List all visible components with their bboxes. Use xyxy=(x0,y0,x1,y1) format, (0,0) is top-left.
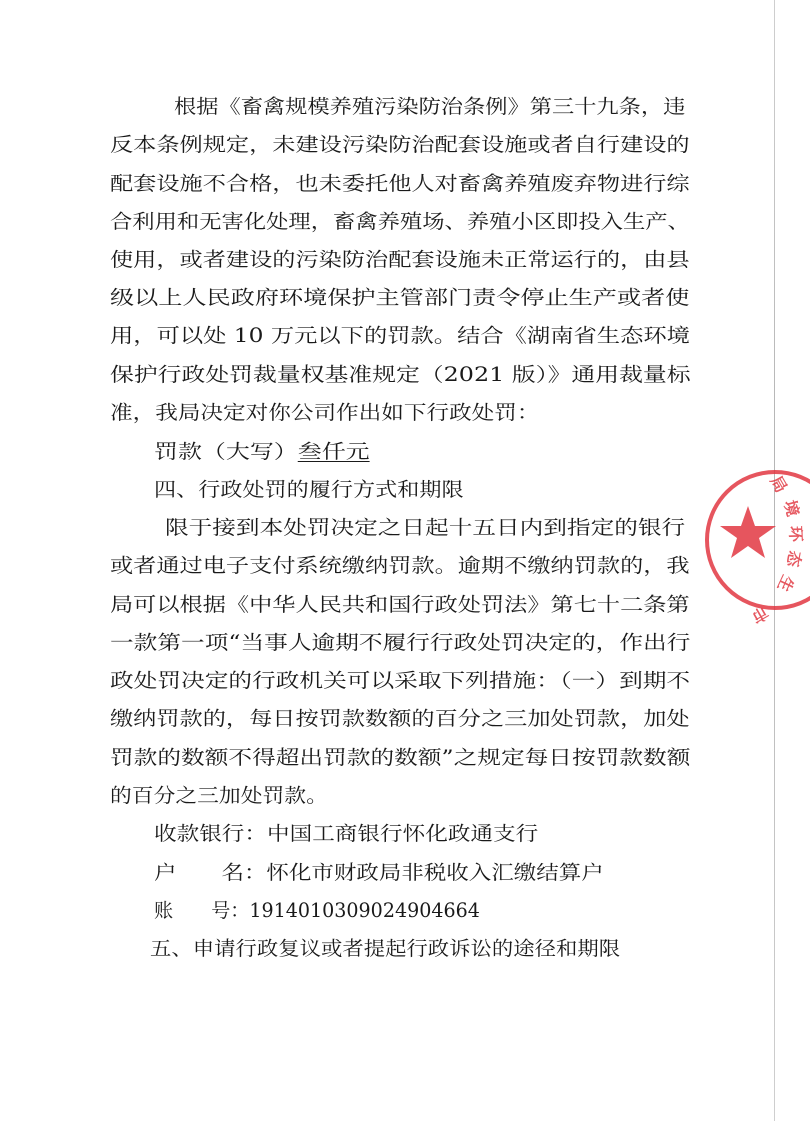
text-line: 的百分之三加处罚款。 xyxy=(110,784,328,807)
text-line: 政处罚决定的行政机关可以采取下列措施：（一）到期不 xyxy=(110,669,691,692)
text-line: 使用，或者建设的污染防治配套设施未正常运行的，由县 xyxy=(110,248,690,271)
text-line: 用，可以处 10 万元以下的罚款。结合《湖南省生态环境 xyxy=(110,324,690,347)
official-seal-stamp xyxy=(700,440,810,640)
text-line: 级以上人民政府环境保护主管部门责令停止生产或者使 xyxy=(110,286,690,309)
fine-label: 罚款（大写） xyxy=(154,440,298,463)
fine-amount: 叁仟元 xyxy=(297,440,370,463)
text-line: 一款第一项“当事人逾期不履行行政处罚决定的，作出行 xyxy=(110,631,691,654)
account-name-line: 户 名：怀化市财政局非税收入汇缴结算户 xyxy=(154,861,604,884)
svg-text:生: 生 xyxy=(773,572,798,595)
fine-line xyxy=(154,440,370,464)
text-line: 反本条例规定，未建设污染防治配套设施或者自行建设的 xyxy=(110,133,690,156)
svg-text:态: 态 xyxy=(783,549,805,569)
account-number-line: 账 号：1914010309024904664 xyxy=(154,899,480,922)
svg-text:环: 环 xyxy=(786,525,806,543)
text-line: 保护行政处罚裁量权基准规定（2021 版）》通用裁量标 xyxy=(110,363,691,386)
bank-line: 收款银行：中国工商银行怀化政通支行 xyxy=(154,822,539,845)
section-heading: 四、行政处罚的履行方式和期限 xyxy=(154,478,464,501)
text-line: 配套设施不合格，也未委托他人对畜禽养殖废弃物进行综 xyxy=(110,172,690,195)
text-line: 限于接到本处罚决定之日起十五日内到指定的银行 xyxy=(165,516,686,539)
text-line: 合利用和无害化处理，畜禽养殖场、养殖小区即投入生产、 xyxy=(110,210,690,233)
text-line: 根据《畜禽规模养殖污染防治条例》第三十九条，违 xyxy=(174,95,686,118)
text-line: 局可以根据《中华人民共和国行政处罚法》第七十二条第 xyxy=(110,593,690,616)
section-heading: 五、申请行政复议或者提起行政诉讼的途径和期限 xyxy=(150,937,621,960)
svg-text:市: 市 xyxy=(748,602,772,627)
text-line: 准，我局决定对你公司作出如下行政处罚： xyxy=(110,401,540,424)
text-line: 缴纳罚款的，每日按罚款数额的百分之三加处罚款，加处 xyxy=(110,707,690,730)
text-line: 或者通过电子支付系统缴纳罚款。逾期不缴纳罚款的，我 xyxy=(110,554,690,577)
svg-text:局: 局 xyxy=(766,472,791,496)
svg-text:境: 境 xyxy=(780,498,803,519)
text-line: 罚款的数额不得超出罚款的数额”之规定每日按罚款数额 xyxy=(110,746,691,769)
